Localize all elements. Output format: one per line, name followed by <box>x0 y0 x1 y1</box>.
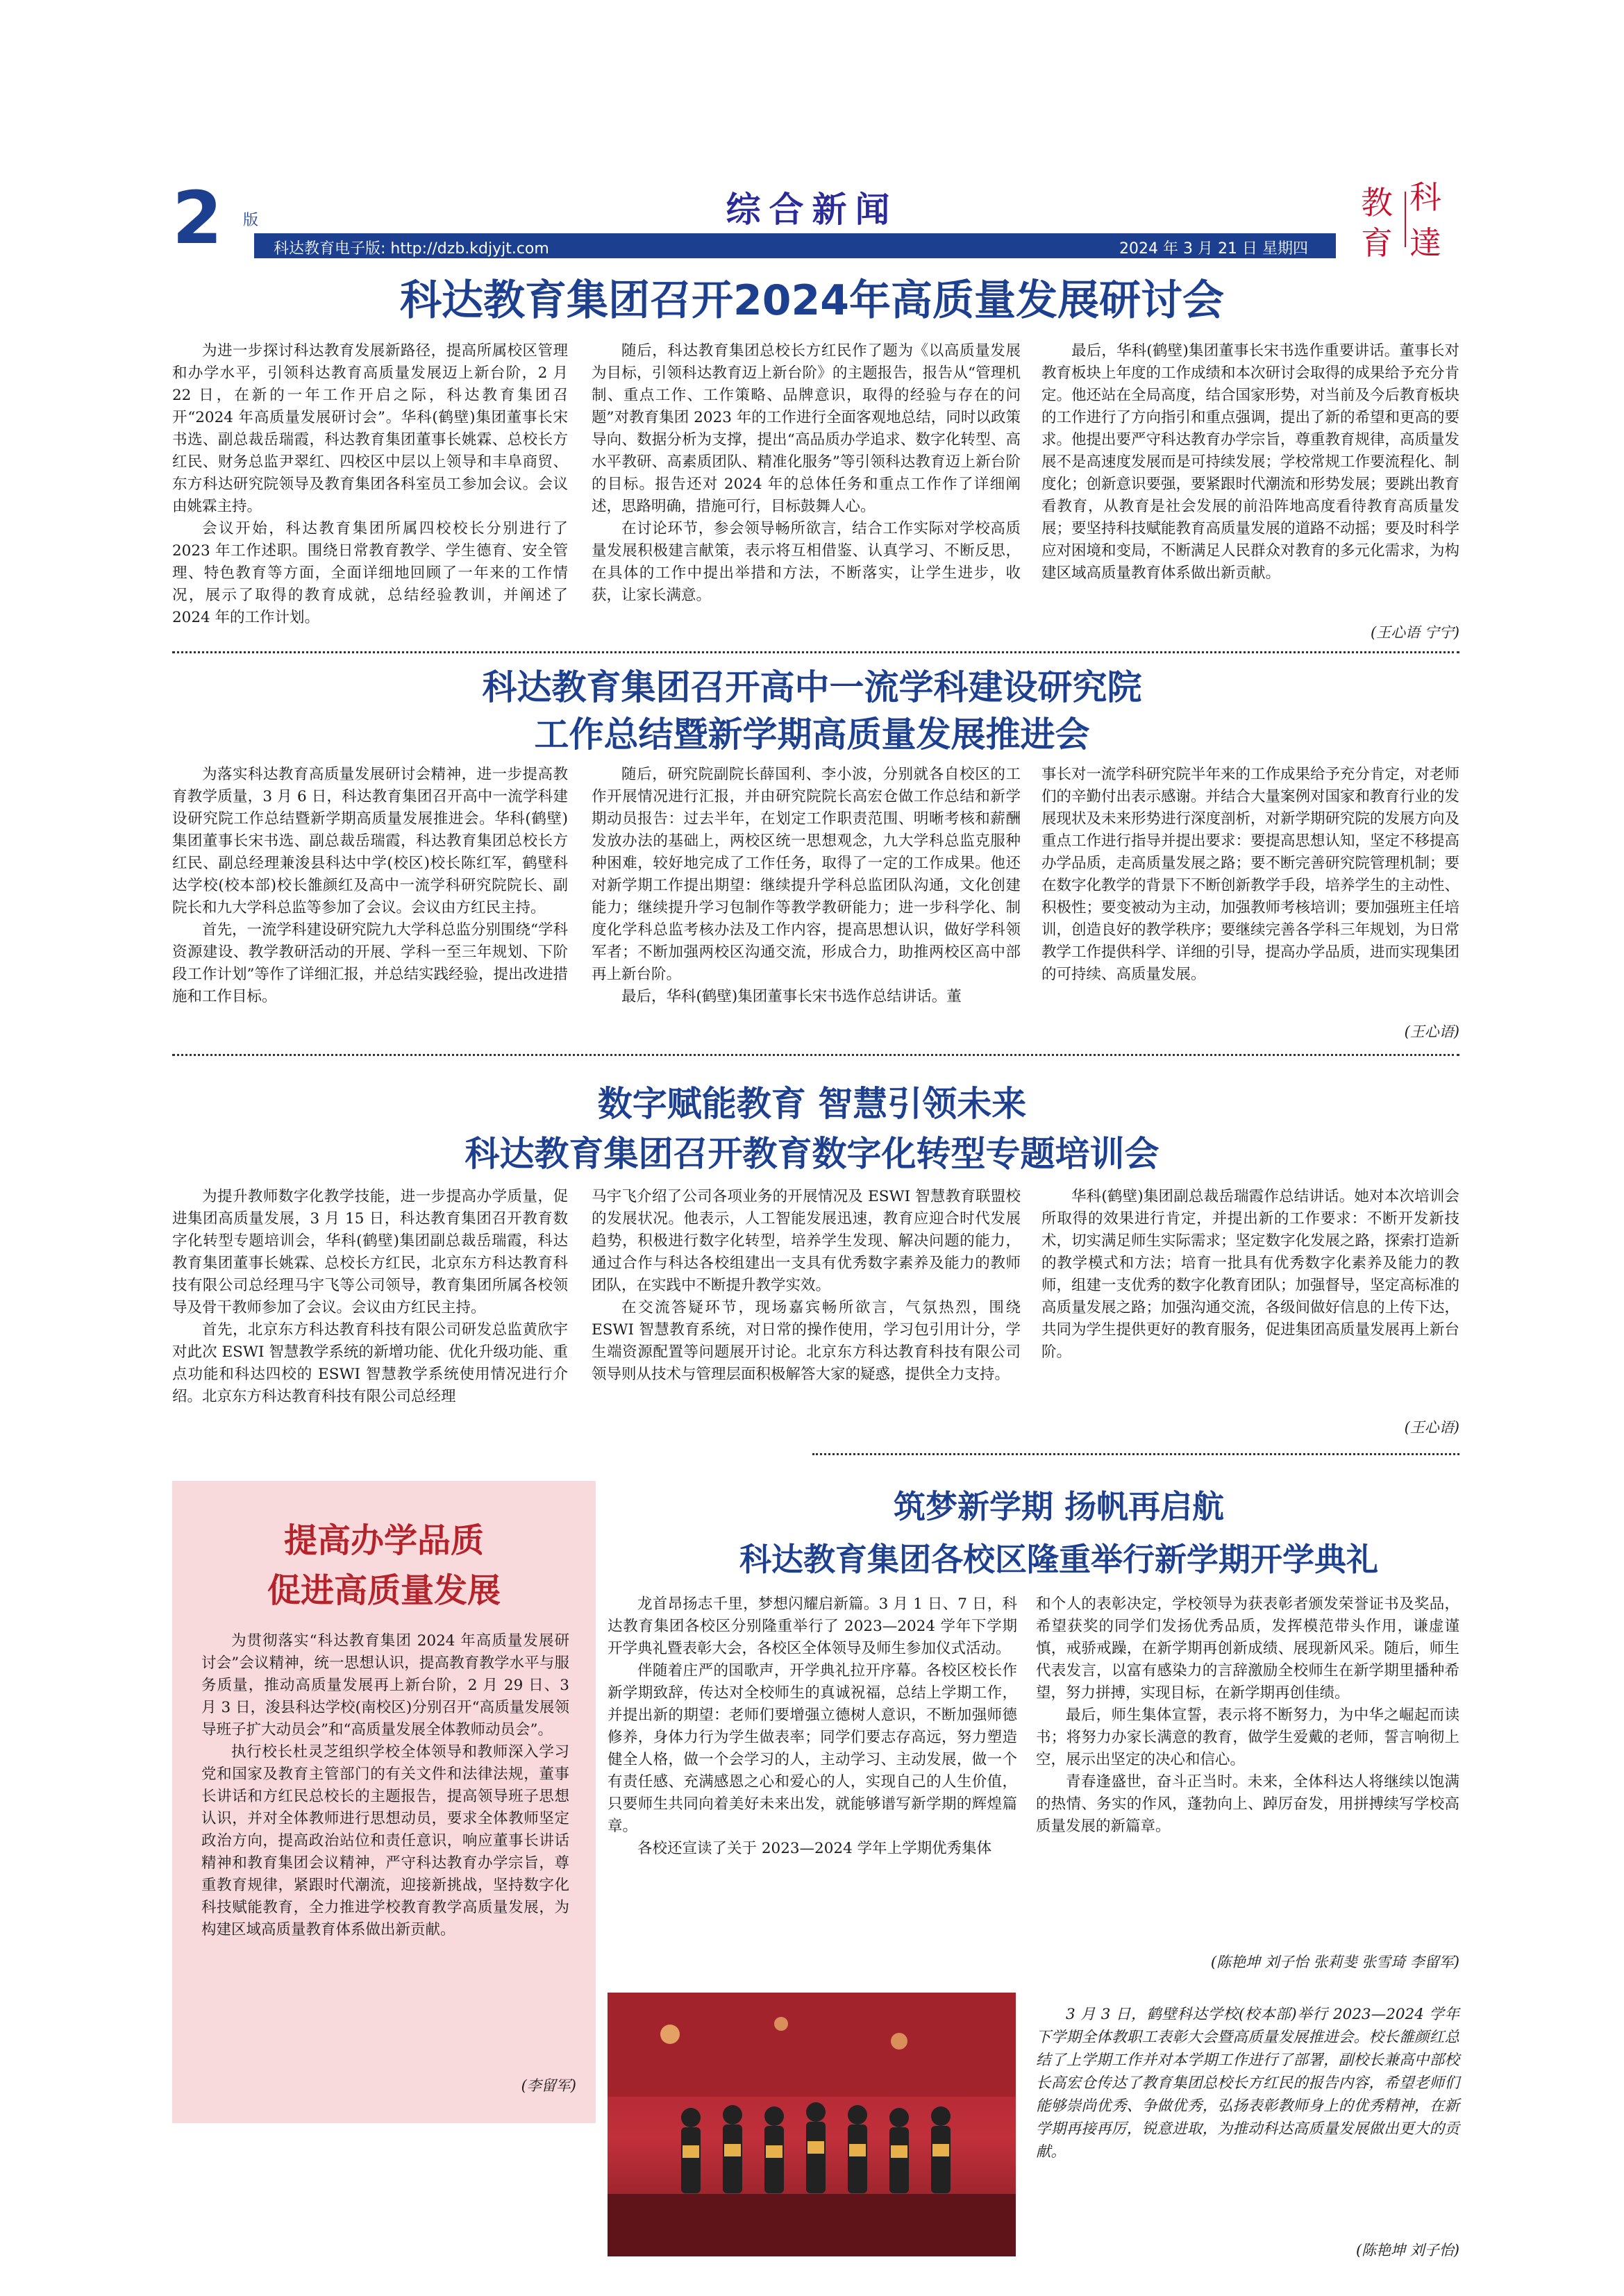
photo-caption <box>1036 2003 1459 2163</box>
article1-col1 <box>172 340 568 646</box>
paragraph: 随后，研究院副院长薛国利、李小波，分别就各自校区的工作开展情况进行汇报，并由研究院院长高宏仓做工作总结和新学期动员报告：过去半年，在划定工作职责范围、明晰考核和薪酬发放办法的基础上，两校区统一思想观念，九大学科总监克服种种困难，较好地完成了工作任务，取得了一定的工作成果。他还对新学期工作提出期望：继续提升学科总监团队沟通，文化创建能力；继续提升学习包制作等教学教研能力；进一步科学化、制度化学科总监考核办法及工作内容，提高思想认识，做好学科领军者；不断加强两校区沟通交流，形成合力，助推两校区高中部再上新台阶。 <box>592 766 1021 983</box>
article4-byline: (陈艳坤 刘子怡 张莉斐 张雪琦 李留军) <box>1210 1954 1459 1970</box>
header-bar <box>254 233 1336 258</box>
sidebar-body <box>201 1630 569 2061</box>
article4-title-line2: 科达教育集团各校区隆重举行新学期开学典礼 <box>739 1541 1378 1578</box>
article3-col2 <box>592 1186 1021 1450</box>
article2-title-line1: 科达教育集团召开高中一流学科建设研究院 <box>482 667 1142 707</box>
paragraph: 各校还宣读了关于 2023—2024 学年上学期优秀集体 <box>637 1840 992 1857</box>
award-ceremony-illustration <box>608 1993 1016 2256</box>
paragraph: 为落实科达教育高质量发展研讨会精神，进一步提高教育教学质量，3 月 6 日，科达教育集团召开高中一流学科建设研究院工作总结暨新学期高质量发展推进会。华科(鹤壁)集团董事长宋书选、副总裁岳瑞霞，科达教育集团总校长方红民、副总经理兼浚县科达中学(校区)校长陈红军，鹤壁科达学校(校本部)校长雒颜红及高中一流学科研究院院长、副院长和九大学科总监等参加了会议。会议由方红民主持。 <box>172 766 568 916</box>
paragraph: 龙首昂扬志千里，梦想闪耀启新篇。3 月 1 日、7 日，科达教育集团各校区分别隆重举行了 2023—2024 学年下学期开学典礼暨表彰大会，各校区全体领导及师生参加仪式活动。 <box>608 1595 1017 1657</box>
paragraph: 事长对一流学科研究院半年来的工作成果给予充分肯定，对老师们的辛勤付出表示感谢。并结合大量案例对国家和教育行业的发展现状及未来形势进行深度剖析，对新学期研究院的发展方向及重点工作进行指导并提出要求：要提高思想认知，坚定不移提高办学品质，走高质量发展之路；要不断完善研究院管理机制；要在数字化教学的背景下不断创新教学手段，培养学生的主动性、积极性；要变被动为主动，加强教师考核培训；要加强班主任培训，创造良好的教学秩序；要继续完善各学科三年规划，为日常教学工作提供科学、详细的引导，提高办学品质，进而实现集团的可持续、高质量发展。 <box>1041 766 1459 983</box>
article4-title-line1: 筑梦新学期 扬帆再启航 <box>893 1488 1224 1525</box>
sidebar-byline: (李留军) <box>521 2077 576 2094</box>
paragraph: 首先，北京东方科达教育科技有限公司研发总监黄欣宇对此次 ESWI 智慧教学系统的新增功能、优化升级功能、重点功能和科达四校的 ESWI 智慧教学系统使用情况进行介绍。北京东方科达教育科技有限公司总经理 <box>172 1321 568 1405</box>
article2-col1 <box>172 764 568 1041</box>
logo-char: 達 <box>1409 224 1441 262</box>
article3-byline: (王心语) <box>1404 1419 1459 1436</box>
divider <box>172 1054 1459 1056</box>
article3-title-line1: 数字赋能教育 智慧引领未来 <box>597 1084 1027 1124</box>
paragraph: 会议开始，科达教育集团所属四校校长分别进行了 2023 年工作述职。围绕日常教育教学、学生德育、安全管理、特色教育等方面，全面详细地回顾了一年来的工作情况，展示了取得的教育成就，总结经验教训，并阐述了 2024 年的工作计划。 <box>172 520 568 626</box>
caption-byline: (陈艳坤 刘子怡) <box>1355 2242 1459 2259</box>
paragraph: 青春逢盛世，奋斗正当时。未来，全体科达人将继续以饱满的热情、务实的作风，蓬勃向上、踔厉奋发，用拼搏续写学校高质量发展的新篇章。 <box>1036 1773 1459 1835</box>
page-number: 2 <box>172 176 223 260</box>
paragraph: 执行校长杜灵芝组织学校全体领导和教师深入学习党和国家及教育主管部门的有关文件和法律法规，董事长讲话和方红民总校长的主题报告，提高领导班子思想认识，并对全体教师进行思想动员，要求全体教师坚定政治方向，提高政治站位和责任意识，响应董事长讲话精神和教育集团会议精神，严守科达教育办学宗旨，尊重教育规律，紧跟时代潮流，迎接新挑战，坚持数字化科技赋能教育，全力推进学校教育教学高质量发展，为构建区域高质量教育体系做出新贡献。 <box>201 1743 569 1938</box>
logo-divider <box>1398 192 1412 247</box>
paragraph: 为贯彻落实“科达教育集团 2024 年高质量发展研讨会”会议精神，统一思想认识，提高教育教学水平与服务质量，推动高质量发展再上新台阶，2 月 29 日、3 月 3 日，浚县科达学校(南校区)分别召开“高质量发展领导班子扩大动员会”和“高质量发展全体教师动员会”。 <box>201 1632 569 1738</box>
logo-char: 育 <box>1361 224 1393 262</box>
paragraph: 最后，华科(鹤壁)集团董事长宋书选作重要讲话。董事长对教育板块上年度的工作成绩和本次研讨会取得的成果给予充分肯定。他还站在全局高度，结合国家形势，对当前及今后教育板块的工作进行了方向指引和重点强调，提出了新的希望和更高的要求。他提出要严守科达教育办学宗旨，尊重教育规律，高质量发展不是高速度发展而是可持续发展；学校常规工作要流程化、制度化；创新意识要强，要紧跟时代潮流和形势发展；要跳出教育看教育，从教育是社会发展的前沿阵地高度看待教育高质量发展；要坚持科技赋能教育高质量发展的道路不动摇；要及时科学应对困境和变局，不断满足人民群众对教育的多元化需求，为构建区域高质量教育体系做出新贡献。 <box>1041 342 1459 582</box>
paragraph: 为进一步探讨科达教育发展新路径，提高所属校区管理和办学水平，引领科达教育高质量发展迈上新台阶，2 月 22 日，在新的一年工作开启之际，科达教育集团召开“2024 年高质量发展研讨会”。华科(鹤壁)集团董事长宋书选、副总裁岳瑞霞，科达教育集团董事长姚霖、总校长方红民、财务总监尹翠红、四校区中层以上领导和丰阜商贸、东方科达研究院领导及教育集团各科室员工参加会议。会议由姚霖主持。 <box>172 342 568 515</box>
paragraph: 最后，华科(鹤壁)集团董事长宋书选作总结讲话。董 <box>621 988 962 1005</box>
article1-col3 <box>1041 340 1459 618</box>
paragraph: 在讨论环节，参会领导畅所欲言，结合工作实际对学校高质量发展积极建言献策，表示将互相借鉴、认真学习、不断反思，在具体的工作中提出举措和方法，不断落实，让学生进步，收获，让家长满意。 <box>592 520 1021 604</box>
paragraph: 为提升教师数字化教学技能，进一步提高办学质量，促进集团高质量发展，3 月 15 日，科达教育集团召开教育数字化转型专题培训会，华科(鹤壁)集团副总裁岳瑞霞，科达教育集团董事长姚霖、总校长方红民，北京东方科达教育科技有限公司总经理马宇飞等公司领导，教育集团所属各校领导及骨干教师参加了会议。会议由方红民主持。 <box>172 1188 568 1316</box>
article1-byline: (王心语 宁宁) <box>1370 624 1459 641</box>
newspaper-logo <box>1361 178 1458 261</box>
paragraph: 伴随着庄严的国歌声，开学典礼拉开序幕。各校区校长作新学期致辞，传达对全校师生的真诚祝福，总结上学期工作，并提出新的期望：老师们要增强立德树人意识，不断加强师德修养，身体力行为学生做表率；同学们要志存高远，努力塑造健全人格，做一个会学习的人，主动学习、主动发展，做一个有责任感、充满感恩之心和爱心的人，实现自己的人生价值，只要师生共同向着美好未来出发，就能够谱写新学期的辉煌篇章。 <box>608 1662 1017 1835</box>
article3-col1 <box>172 1186 568 1450</box>
sidebar-title-line2: 促进高质量发展 <box>267 1571 501 1610</box>
article4-col1 <box>608 1593 1017 1961</box>
article3-col3 <box>1041 1186 1459 1408</box>
paragraph: 马宇飞介绍了公司各项业务的开展情况及 ESWI 智慧教育联盟校的发展状况。他表示，人工智能发展迅速，教育应迎合时代发展趋势，积极进行数字化转型，培养学生发现、解决问题的能力，通过合作与科达各校组建出一支具有优秀数字素养及能力的教师团队，在实践中不断提升教学实效。 <box>592 1188 1021 1294</box>
caption-text: 3 月 3 日，鹤壁科达学校(校本部)举行 2023—2024 学年下学期全体教职工表彰大会暨高质量发展推进会。校长雒颜红总结了上学期工作并对本学期工作进行了部署，副校长兼高中部校长高宏仓传达了教育集团总校长方红民的报告内容，希望老师们能够崇尚优秀、争做优秀，弘扬表彰教师身上的优秀精神，在新学期再接再厉，锐意进取，为推动科达高质量发展做出更大的贡献。 <box>1036 2006 1459 2161</box>
article1-title: 科达教育集团召开2024年高质量发展研讨会 <box>400 276 1224 325</box>
logo-char: 科 <box>1409 178 1441 216</box>
article2-col2 <box>592 764 1021 1041</box>
paragraph: 华科(鹤壁)集团副总裁岳瑞霞作总结讲话。她对本次培训会所取得的效果进行肯定，并提出新的工作要求：不断开发新技术，切实满足师生实际需求；坚定数字化发展之路，探索打造新的教学模式和方法；培育一批具有优秀数字化素养及能力的教师，组建一支优秀的数字化教育团队；加强督导，坚定高标准的高质量发展之路；加强沟通交流，各级间做好信息的上传下达，共同为学生提供更好的教育服务，促进集团高质量发展再上新台阶。 <box>1041 1188 1459 1361</box>
article1-col2 <box>592 340 1021 646</box>
paragraph: 随后，科达教育集团总校长方红民作了题为《以高质量发展为目标，引领科达教育迈上新台阶》的主题报告，报告从“管理机制、重点工作、工作策略、品牌意识，取得的经验与存在的问题”对教育集团 2023 年的工作进行全面客观地总结，同时以政策导向、数据分析为支撑，提出“高品质办学追求、数字化转型、高水平教研、高素质团队、精准化服务”等引领科达教育迈上新台阶的目标。报告还对 2024 年的总体任务和重点工作作了详细阐述，思路明确，措施可行，目标鼓舞人心。 <box>592 342 1021 515</box>
article4-col2 <box>1036 1593 1459 1947</box>
divider <box>172 651 1459 653</box>
article2-col3 <box>1041 764 1459 1021</box>
article3-title-line2: 科达教育集团召开教育数字化转型专题培训会 <box>464 1134 1160 1174</box>
ceremony-photo <box>608 1993 1016 2256</box>
paragraph: 最后，师生集体宣誓，表示将不断努力，为中华之崛起而读书；将努力办家长满意的教育，做学生爱戴的老师，誓言响彻上空，展示出坚定的决心和信心。 <box>1036 1707 1459 1768</box>
sidebar-title-line1: 提高办学品质 <box>283 1521 484 1560</box>
section-title: 综合新闻 <box>726 189 898 230</box>
paragraph: 和个人的表彰决定，学校领导为获表彰者颁发荣誉证书及奖品，希望获奖的同学们发扬优秀品质，发挥模范带头作用，谦虚谨慎，戒骄戒躁，在新学期再创新成绩、展现新风采。随后，师生代表发言，以富有感染力的言辞激励全校师生在新学期里播种希望，努力拼搏，实现目标，在新学期再创佳绩。 <box>1036 1595 1459 1702</box>
divider <box>812 1453 1459 1455</box>
logo-char: 教 <box>1361 184 1393 221</box>
paragraph: 首先，一流学科建设研究院九大学科总监分别围绕“学科资源建设、教学教研活动的开展、学科一至三年规划、下阶段工作计划”等作了详细汇报，并总结实践经验，提出改进措施和工作目标。 <box>172 921 568 1005</box>
issue-date: 2024 年 3 月 21 日 星期四 <box>1119 240 1308 258</box>
site-url[interactable]: 科达教育电子版: http://dzb.kdjyjt.com <box>274 240 549 258</box>
article2-title-line2: 工作总结暨新学期高质量发展推进会 <box>534 714 1090 755</box>
paragraph: 在交流答疑环节，现场嘉宾畅所欲言，气氛热烈，围绕 ESWI 智慧教育系统，对日常的操作使用，学习包引用计分，学生端资源配置等问题展开讨论。北京东方科达教育科技有限公司领导则从技术与管理层面积极解答大家的疑惑，提供全力支持。 <box>592 1299 1021 1383</box>
article2-byline: (王心语) <box>1404 1023 1459 1040</box>
page-suffix: 版 <box>243 212 259 229</box>
